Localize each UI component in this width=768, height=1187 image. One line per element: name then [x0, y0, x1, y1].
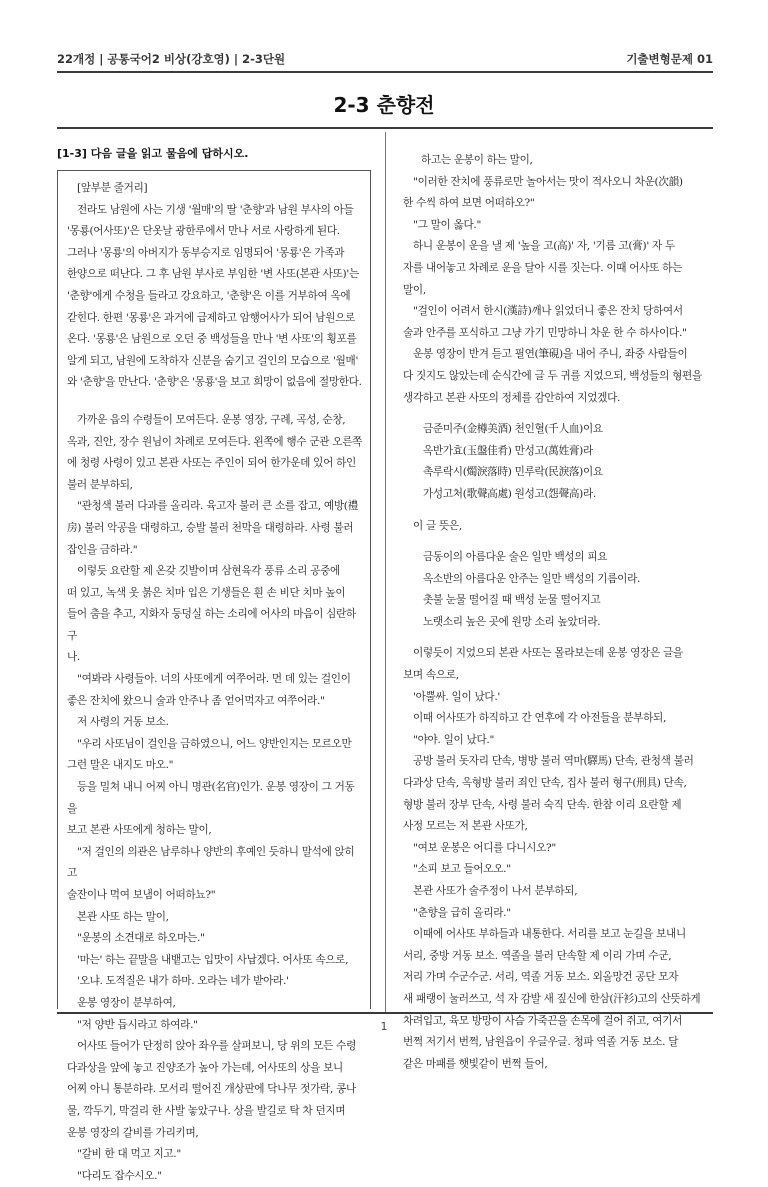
body-line: 옥과, 진안, 장수 원님이 차례로 모여든다. 왼쪽에 행수 군관 오른쪽 — [67, 435, 363, 448]
body-line: 물, 깍두기, 막걸리 한 사발 놓았구나. 상을 발길로 탁 차 던지며 — [67, 1104, 346, 1117]
poem-line: 금동이의 아름다운 술은 일만 백성의 피요 — [423, 551, 608, 564]
body-line: 형방 불러 장부 단속, 사령 불러 숙직 단속. 한참 이리 요란할 제 — [403, 798, 682, 811]
body-line: "걸인이 어려서 한시(漢詩)깨나 읽었더니 좋은 잔치 당하여서 — [413, 305, 683, 318]
body-line: 하고는 운봉이 하는 말이, — [421, 154, 533, 166]
body-line: "그 말이 옳다." — [413, 218, 482, 231]
body-line: "다리도 잡수시오." — [77, 1169, 162, 1182]
body-line: 말이, — [403, 283, 426, 296]
left-column — [67, 178, 363, 1187]
body-line: '마는' 하는 끝말을 내뱉고는 입맛이 사납겠다. 어사또 속으로, — [77, 953, 349, 966]
body-line: 본관 사또 하는 말이, — [77, 910, 169, 923]
summary-line: 그러나 '몽룡'의 아버지가 동부승지로 임명되어 '몽룡'은 가족과 — [67, 246, 345, 259]
body-line: 떠 있고, 녹색 옷 붉은 치마 입은 기생들은 흰 손 비단 치마 높이 — [67, 586, 346, 599]
title-rule — [57, 127, 713, 129]
question-instruction: [1-3] 다음 글을 읽고 물음에 답하시오. — [57, 147, 249, 160]
body-line: 차려입고, 육모 방망이 사슴 가죽끈을 손목에 걸어 쥐고, 여기서 — [403, 1014, 683, 1027]
body-line: 술잔이나 먹여 보냄이 어떠하뇨?" — [67, 889, 216, 901]
body-line: 불러 분부하되, — [67, 478, 133, 491]
body-line: 한 수씩 하여 보면 어떠하오?" — [403, 197, 535, 210]
body-line: 운봉 영장이 분부하여, — [77, 996, 176, 1009]
summary-line: 전라도 남원에 사는 기생 '월매'의 딸 '춘향'과 남원 부사의 아들 — [77, 203, 354, 216]
summary-line: '몽룡(어사또)'은 단옷날 광한루에서 만나 서로 사랑하게 된다. — [67, 225, 340, 238]
body-line: 이렇듯 요란할 제 온갖 깃발이며 삼현육각 풍류 소리 공중에 — [77, 565, 340, 578]
body-line: 이렇듯이 지었으되 본관 사또는 몰라보는데 운봉 영장은 글을 — [413, 647, 683, 660]
body-line: 房) 불러 악공을 대령하고, 승발 불러 천막을 대령하라. 사령 불러 — [67, 521, 354, 534]
poem-line: 촛불 눈물 떨어질 때 백성 눈물 떨어지고 — [423, 594, 601, 607]
summary-line: '춘향'에게 수청을 들라고 강요하고, '춘향'은 이를 거부하여 옥에 — [67, 289, 351, 302]
summary-line: 알게 되고, 남원에 도착하자 신분을 숨기고 걸인의 모습으로 '월매' — [67, 354, 359, 367]
body-line: "저 걸인의 의관은 남루하나 양반의 후예인 듯하니 말석에 앉히고 — [67, 845, 355, 880]
body-line: "춘향을 급히 올리라." — [413, 906, 511, 919]
body-line: 보고 본관 사또에게 청하는 말이, — [67, 824, 212, 837]
header-course-info: 22개정 | 공통국어2 비상(강호영) | 2-3단원 — [57, 52, 286, 66]
hanshi-poem — [403, 419, 705, 505]
column-divider — [385, 132, 386, 1012]
poem-translation — [403, 547, 705, 633]
body-line: 같은 마패를 햇빛같이 번쩍 들어, — [403, 1057, 548, 1070]
body-line: "야야. 일이 났다." — [413, 733, 495, 746]
body-line: '아뿔싸. 일이 났다.' — [413, 690, 501, 703]
header-worksheet-label: 기출변형문제 01 — [626, 52, 713, 66]
body-line: 에 청령 사령이 있고 본관 사또는 주인이 되어 한가운데 있어 하인 — [67, 457, 356, 470]
body-line: 다과상을 앞에 놓고 진양조가 높아 가는데, 어사또의 상을 보니 — [67, 1061, 343, 1074]
body-line: 번쩍 저기서 번쩍, 남원읍이 우글우글. 청파 역졸 거동 보소. 달 — [403, 1036, 679, 1049]
body-line: 공방 불러 돗자리 단속, 병방 불러 역마(驛馬) 단속, 관청색 불러 — [413, 755, 694, 768]
body-line: 가까운 읍의 수령들이 모여든다. 운봉 영장, 구례, 곡성, 순창, — [77, 413, 346, 426]
body-line: 술과 안주를 포식하고 그냥 가기 민망하니 차운 한 수 하사이다." — [403, 326, 687, 339]
body-line: "소피 보고 들어오오." — [413, 863, 511, 876]
body-line: 다 짓지도 않았는데 순식간에 글 두 귀를 지었으되, 백성들의 형편을 — [403, 369, 702, 382]
body-line: 운봉 영장의 갈비를 가리키며, — [67, 1126, 199, 1139]
body-line: "이러한 잔치에 풍류로만 놀아서는 맛이 적사오니 차운(次韻) — [413, 175, 683, 188]
body-line: 이때 어사또가 하직하고 간 연후에 각 아전들을 분부하되, — [413, 712, 667, 725]
poem-line: 옥반가효(玉盤佳肴) 만성고(萬姓膏)라 — [423, 444, 593, 457]
body-line: 이때에 어사또 부하들과 내통한다. 서리를 보고 눈길을 보내니 — [413, 928, 686, 941]
body-line: 생각하고 본관 사또의 정체를 감안하여 지었겠다. — [403, 391, 621, 404]
body-line: "여봐라 사령들아. 너의 사또에게 여쭈어라. 먼 데 있는 걸인이 — [77, 673, 351, 686]
body-line: 본관 사또가 술주정이 나서 분부하되, — [413, 885, 578, 897]
body-line: "관청색 불러 다과를 올리라. 육고자 불러 큰 소를 잡고, 예방(禮 — [77, 500, 358, 513]
body-line: 다과상 단속, 옥형방 불러 죄인 단속, 집사 불러 형구(刑具) 단속, — [403, 777, 687, 790]
body-line: 나. — [67, 651, 81, 664]
body-line: "여보 운봉은 어디를 다니시오?" — [413, 841, 556, 854]
body-line: 자를 내어놓고 차례로 운을 달아 시를 짓는다. 이때 어사또 하는 — [403, 261, 683, 274]
footer-rule — [57, 1012, 713, 1014]
page-number: 1 — [380, 1020, 388, 1033]
body-line: 서리, 중방 거동 보소. 역졸을 불러 단속할 제 이리 가며 수군, — [403, 949, 672, 962]
body-line: 등을 밀쳐 내니 어찌 아니 명관(名官)인가. 운봉 영장이 그 거동을 — [67, 781, 355, 815]
header-rule — [57, 71, 713, 73]
summary-line: 한양으로 떠난다. 그 후 남원 부사로 부임한 '변 사또(본관 사또)'는 — [67, 268, 359, 281]
body-line: 하니 운봉이 운을 낼 제 '높을 고(高)' 자, '기름 고(膏)' 자 두 — [413, 240, 675, 253]
summary-line: 와 '춘향'을 만난다. '춘향'은 '몽룡'을 보고 희망이 없음에 절망한다. — [67, 376, 362, 389]
body-line: "저 양반 듭시라고 하여라." — [77, 1018, 198, 1031]
page-header — [57, 51, 713, 69]
body-line: 저리 가며 수군수군. 서리, 역졸 거동 보소. 외올망건 공단 모자 — [403, 971, 679, 984]
body-line: 운봉 영장이 반겨 듣고 필연(筆硯)을 내어 주니, 좌중 사람들이 — [413, 348, 688, 361]
body-line: 보며 속으로, — [403, 669, 459, 682]
body-line: 사정 모르는 저 본관 사또가, — [403, 820, 528, 833]
summary-heading: [앞부분 줄거리] — [77, 182, 148, 194]
body-line: "우리 사또님이 걸인을 금하였으니, 어느 양반인지는 모르오만 — [77, 737, 352, 750]
poem-line: 노랫소리 높은 곳에 원망 소리 높았더라. — [423, 615, 601, 628]
body-line: 어찌 아니 통분하랴. 모서리 떨어진 개상판에 닥나무 젓가락, 콩나 — [67, 1083, 356, 1096]
body-line: 저 사령의 거동 보소. — [77, 716, 169, 729]
body-line: '오냐. 도적질은 내가 하마. 오라는 네가 받아라.' — [77, 975, 289, 988]
body-line: 좋은 잔치에 왔으니 술과 안주나 좀 얻어먹자고 여쭈어라." — [67, 694, 325, 707]
body-line: 그런 말은 내지도 마오." — [67, 759, 174, 772]
right-column — [403, 150, 705, 1075]
poem-line: 가성고처(歌聲高處) 원성고(怨聲高)라. — [423, 487, 596, 500]
meaning-intro: 이 글 뜻은, — [413, 519, 462, 532]
body-line: 잡인을 금하라." — [67, 543, 138, 556]
page-title: 2-3 춘향전 — [333, 93, 435, 117]
summary-line: 갇힌다. 한편 '몽룡'은 과거에 급제하고 암행어사가 되어 남원으로 — [67, 311, 356, 324]
poem-line: 금준미주(金樽美酒) 천인혈(千人血)이요 — [423, 423, 603, 436]
body-line: 어사또 들어가 단정히 앉아 좌우를 살펴보니, 당 위의 모든 수령 — [77, 1040, 357, 1053]
poem-line: 옥소반의 아름다운 안주는 일만 백성의 기름이라. — [423, 572, 641, 585]
body-line: "갈비 한 대 먹고 지고." — [77, 1148, 181, 1161]
body-line: 들어 춤을 추고, 지화자 둥덩실 하는 소리에 어사의 마음이 심란하구 — [67, 608, 356, 642]
body-line: 새 패랭이 눌러쓰고, 석 자 감발 새 짚신에 한삼(汗衫)고의 산뜻하게 — [403, 992, 701, 1005]
summary-line: 온다. '몽룡'은 남원으로 오던 중 백성들을 만나 '변 사또'의 횡포를 — [67, 333, 357, 346]
poem-line: 촉루락시(燭淚落時) 민루락(民淚落)이요 — [423, 466, 603, 479]
body-line: "운봉의 소견대로 하오마는." — [77, 932, 205, 945]
